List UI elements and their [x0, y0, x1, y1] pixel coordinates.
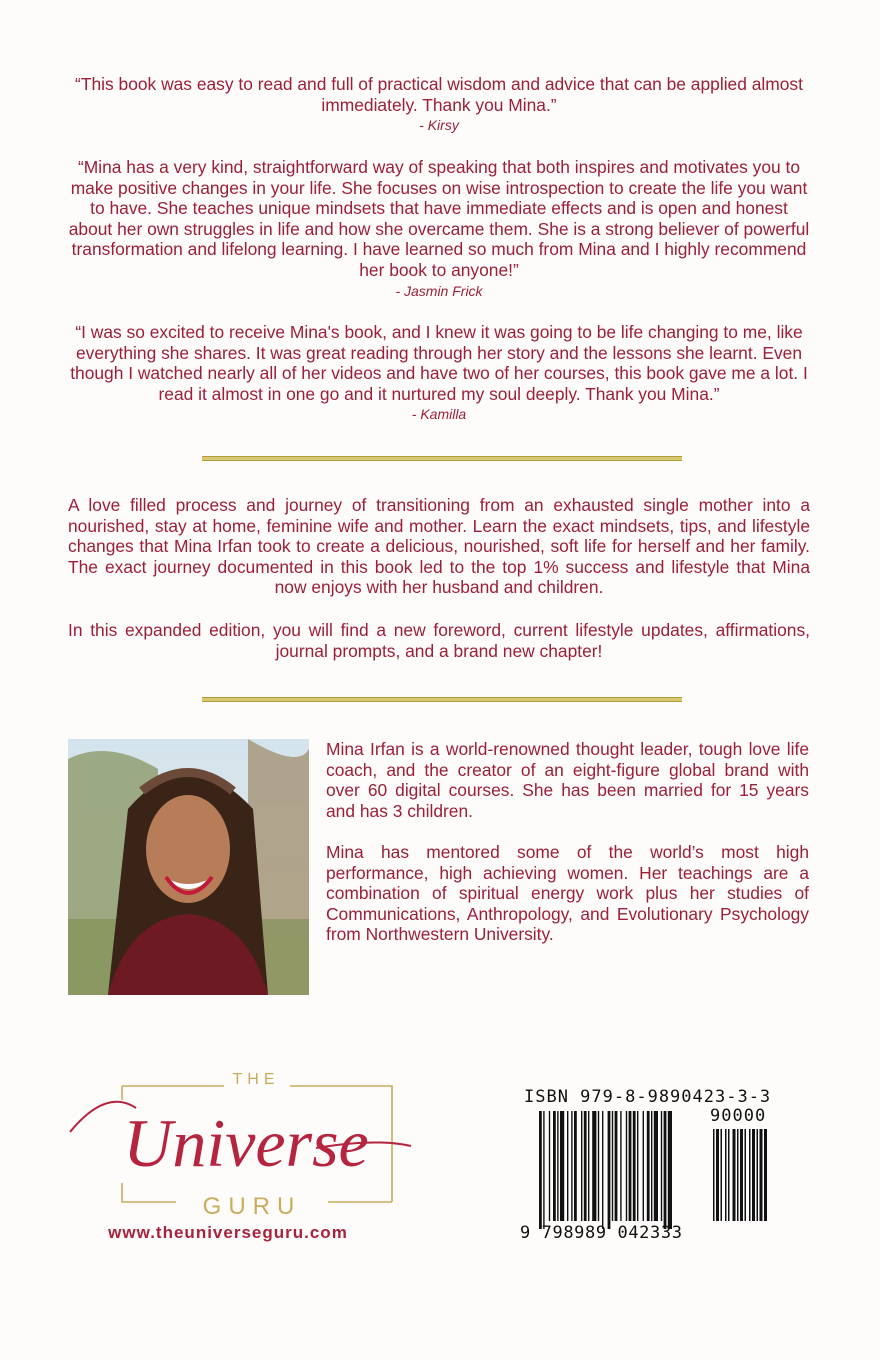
testimonial-author: - Jasmin Frick	[395, 282, 483, 299]
barcode-addon-bar	[740, 1129, 743, 1221]
barcode-bar	[549, 1111, 550, 1221]
gold-divider	[202, 456, 682, 461]
ean-digits: 9 798989 042333	[520, 1223, 683, 1243]
barcode-bar	[664, 1111, 667, 1229]
barcode-addon-bar	[737, 1129, 739, 1221]
barcode-addon-bar	[749, 1129, 751, 1221]
barcode-addon-digits: 90000	[710, 1106, 767, 1126]
barcode-bar	[647, 1111, 650, 1221]
barcode-bar	[574, 1111, 577, 1221]
description-paragraph-2: In this expanded edition, you will find a new foreword, current lifestyle updates, affirmations, journal prompts, and a brand new chapter!	[68, 620, 810, 661]
testimonial-text: “This book was easy to read and full of practical wisdom and advice that can be applied almost immediately. Thank you Mina.”	[75, 74, 803, 115]
barcode-bar	[608, 1111, 611, 1229]
testimonial-kamilla	[68, 322, 810, 424]
barcode-bar	[560, 1111, 564, 1221]
isbn-barcode	[515, 1085, 795, 1245]
barcode-addon-bar	[733, 1129, 736, 1221]
author-photo	[68, 739, 309, 995]
barcode-bar	[637, 1111, 638, 1221]
testimonial-jasmin-frick	[68, 157, 810, 301]
barcode-bar	[553, 1111, 556, 1221]
barcode-bar	[539, 1111, 542, 1229]
description-paragraph-1: A love filled process and journey of transitioning from an exhausted single mother into a nourished, stay at home, feminine wife and mother. Learn the exact mindsets, tips, and lifestyle changes that Mina Irfan took to create a delicious, nourished, soft life for herself and her family. The exact journey documented in this book led to the top 1% success and lifestyle that Mina now enjoys with her husband and children.	[68, 495, 810, 598]
logo-guru: GURU	[202, 1193, 302, 1220]
isbn-number: ISBN 979-8-9890423-3-3	[524, 1087, 772, 1107]
barcode-bar	[567, 1111, 568, 1221]
barcode-bar	[654, 1111, 658, 1221]
barcode-bar	[612, 1111, 613, 1221]
barcode-bar	[592, 1111, 596, 1221]
barcode-bar	[602, 1111, 603, 1229]
barcode-bar	[633, 1111, 636, 1221]
barcode-bar	[581, 1111, 582, 1221]
barcode-addon-bar	[725, 1129, 727, 1221]
barcode-addon-bar	[760, 1129, 763, 1221]
testimonial-author: - Kirsy	[419, 117, 459, 134]
barcode-bar	[626, 1111, 627, 1221]
bio-paragraph-1: Mina Irfan is a world-renowned thought leader, tough love life coach, and the creator of an eight-figure global brand with over 60 digital courses. She has been married for 15 years and has 3 children.	[326, 739, 809, 821]
testimonial-author: - Kamilla	[411, 406, 467, 423]
barcode-addon-bar	[713, 1129, 715, 1221]
testimonial-kirsy	[68, 74, 810, 135]
barcode-addon-bar	[716, 1129, 719, 1221]
barcode-addon-bar	[745, 1129, 747, 1221]
barcode-bar	[651, 1111, 652, 1221]
barcode-bar	[643, 1111, 644, 1221]
logo-the: THE	[232, 1071, 280, 1088]
barcode-bar	[571, 1111, 572, 1221]
book-description-edition	[68, 620, 810, 661]
bio-paragraph-2: Mina has mentored some of the world’s most high performance, high achieving women. Her teachings are a combination of spiritual energy work plus her studies of Communications, Anthropology, and Evolutionary Psychology from Northwestern University.	[326, 842, 809, 945]
barcode-addon-bar	[752, 1129, 755, 1221]
barcode-bar	[543, 1111, 544, 1229]
author-bio	[326, 739, 809, 821]
barcode-bar	[668, 1111, 672, 1229]
barcode-bar	[584, 1111, 587, 1221]
publisher-logo	[66, 1068, 416, 1248]
barcode-bar	[620, 1111, 621, 1221]
author-bio-mentoring	[326, 842, 809, 945]
testimonial-text: “Mina has a very kind, straightforward way of speaking that both inspires and motivates you to make positive changes in your life. She focuses on wise introspection to create the life you want to have. She teaches unique mindsets that have immediate effects and is open and honest about her own struggles in life and how she overcame them. She is a strong believer of powerful transformation and lifelong learning. I have learned so much from Mina and I highly recommend her book to anyone!”	[68, 157, 810, 280]
barcode-bar	[598, 1111, 599, 1221]
barcode-bar	[557, 1111, 558, 1221]
barcode-bar	[629, 1111, 632, 1221]
barcode-addon-bar	[757, 1129, 759, 1221]
barcode-addon-bar	[764, 1129, 767, 1221]
barcode-bar	[588, 1111, 589, 1221]
barcode-addon-bar	[728, 1129, 730, 1221]
testimonial-text: “I was so excited to receive Mina's book, and I knew it was going to be life changing to me, like everything she shares. It was great reading through her story and the lessons she learnt. Even though I watched nearly all of her videos and have two of her courses, this book gave me a lot. I read it almost in one go and it nurtured my soul deeply. Thank you Mina.”	[70, 322, 808, 404]
gold-divider	[202, 697, 682, 702]
barcode-bar	[615, 1111, 618, 1221]
publisher-url: www.theuniverseguru.com	[108, 1223, 348, 1242]
barcode-bar	[661, 1111, 662, 1221]
book-description	[68, 495, 810, 598]
logo-script: Universe	[123, 1105, 369, 1181]
barcode-addon-bar	[721, 1129, 723, 1221]
